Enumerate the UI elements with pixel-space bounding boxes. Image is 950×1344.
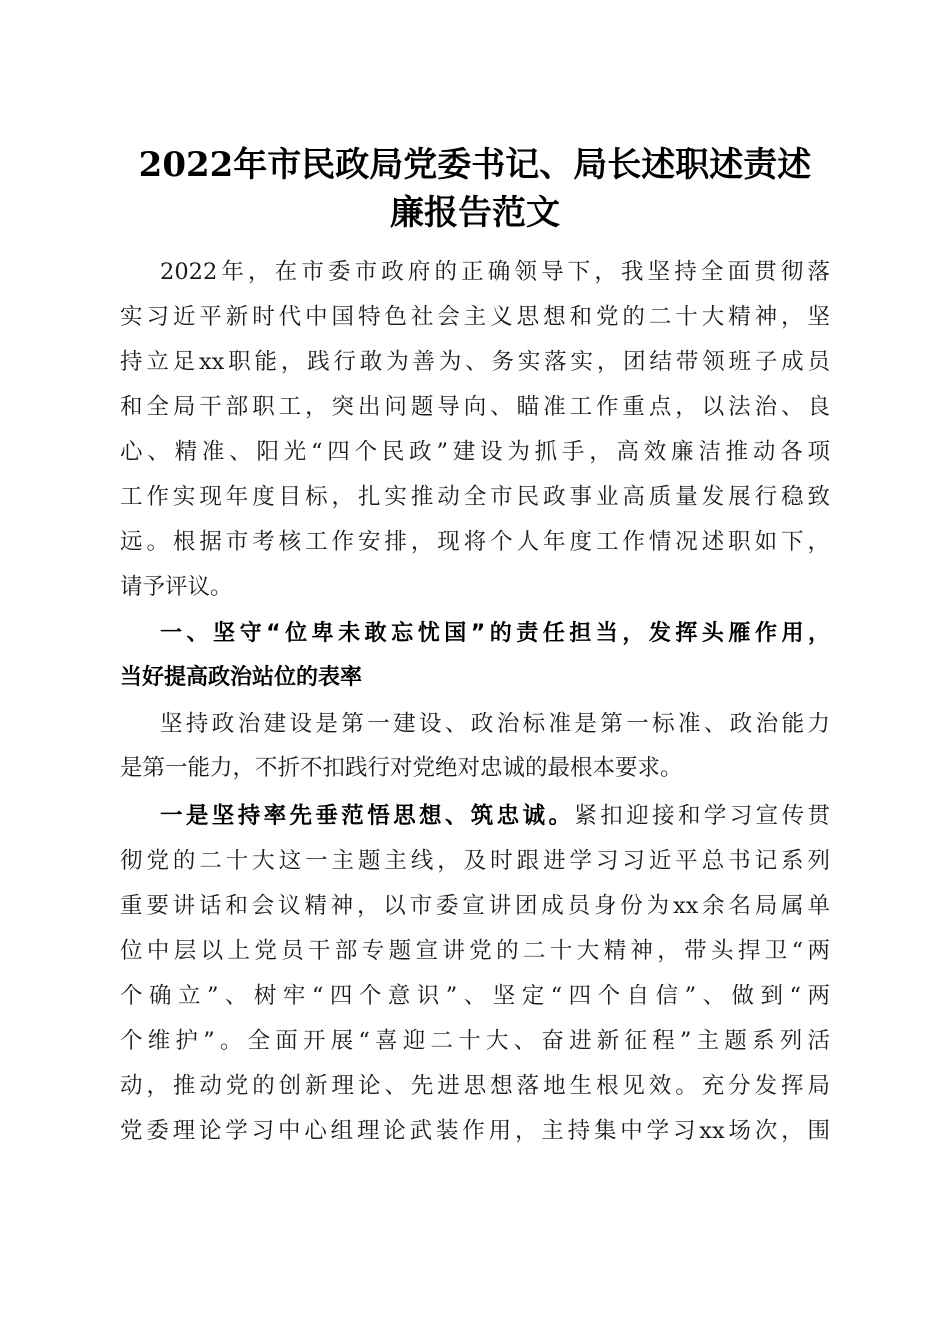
intro-line: 远。根据市考核工作安排，现将个人年度工作情况述职如下， [120,529,830,555]
section-heading: 一、坚守“位卑未敢忘忧国”的责任担当，发挥头雁作用， [160,621,830,646]
intro-line: 工作实现年度目标，扎实推动全市民政事业高质量发展行稳致 [120,484,830,510]
section-paragraph-line: 是第一能力，不折不扣践行对党绝对忠诚的最根本要求。 [120,755,683,781]
intro-line: 请予评议。 [120,574,233,600]
subpoint-line: 动，推动党的创新理论、先进思想落地生根见效。充分发挥局 [120,1073,830,1099]
subpoint-bold-lead: 一是坚持率先垂范悟思想、筑忠诚。 [160,803,575,829]
title-line-1: 2022年市民政局党委书记、局长述职述责述 [138,145,812,185]
subpoint-line: 重要讲话和会议精神，以市委宣讲团成员身份为xx余名局属单 [120,893,830,919]
subpoint-first-line-rest: 紧扣迎接和学习宣传贯 [574,803,830,829]
intro-line: 和全局干部职工，突出问题导向、瞄准工作重点，以法治、良 [120,394,830,420]
intro-line: 2022年，在市委市政府的正确领导下，我坚持全面贯彻落 [160,259,830,285]
intro-line: 心、精准、阳光“四个民政”建设为抓手，高效廉洁推动各项 [120,439,830,465]
title-line-2: 廉报告范文 [390,193,560,233]
subpoint-line: 个确立”、树牢“四个意识”、坚定“四个自信”、做到“两 [120,983,830,1009]
subpoint-line: 党委理论学习中心组理论武装作用，主持集中学习xx场次，围 [120,1118,830,1144]
subpoint-first-line [120,794,830,838]
intro-line: 实习近平新时代中国特色社会主义思想和党的二十大精神，坚 [120,304,830,330]
subpoint-line: 彻党的二十大这一主题主线，及时跟进学习习近平总书记系列 [120,848,830,874]
intro-line: 持立足xx职能，践行敢为善为、务实落实，团结带领班子成员 [120,349,830,375]
subpoint-line: 位中层以上党员干部专题宣讲党的二十大精神，带头捍卫“两 [120,938,830,964]
section-heading: 当好提高政治站位的表率 [120,665,363,690]
subpoint-line: 个维护”。全面开展“喜迎二十大、奋进新征程”主题系列活 [120,1028,830,1054]
section-paragraph-line: 坚持政治建设是第一建设、政治标准是第一标准、政治能力 [160,711,830,737]
